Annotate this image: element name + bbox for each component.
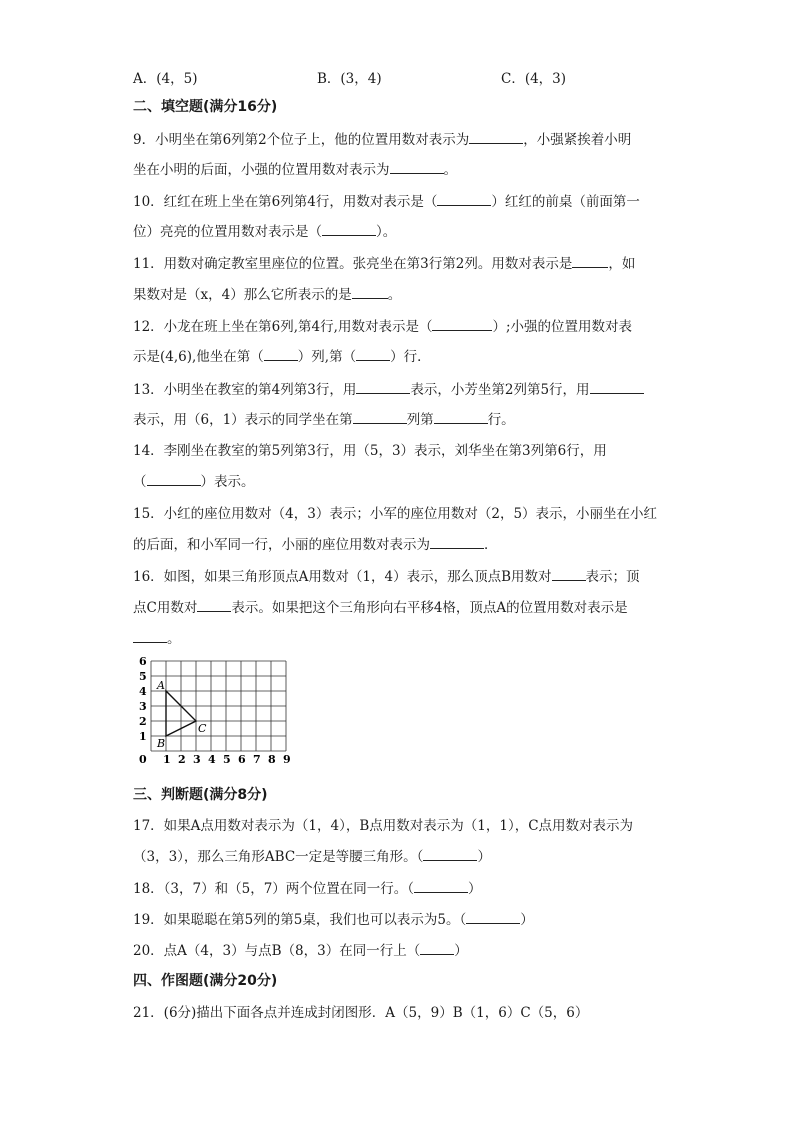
question-14-line-2: （ ）表示。	[133, 474, 255, 490]
y-tick-label: 2	[139, 715, 147, 728]
answer-blank[interactable]	[352, 285, 388, 299]
answer-blank[interactable]	[322, 222, 376, 236]
question-13-line-2: 表示，用（6，1）表示的同学坐在第 列第 行。	[133, 412, 515, 428]
question-19: 19．如果聪聪在第5列的第5桌，我们也可以表示为5。（ ）	[133, 912, 534, 928]
x-tick-label: 7	[253, 753, 261, 766]
question-9-line-1: 9．小明坐在第6列第2个位子上，他的位置用数对表示为 ，小强紧挨着小明	[133, 132, 632, 148]
question-17-line-2: （3，3），那么三角形ABC一定是等腰三角形。（ ）	[133, 849, 491, 865]
question-10-line-2: 位）亮亮的位置用数对表示是（ ）。	[133, 224, 397, 240]
answer-blank[interactable]	[430, 535, 484, 549]
answer-blank[interactable]	[197, 598, 231, 612]
question-16-line-2: 点C用数对 表示。如果把这个三角形向右平移4格，顶点A的位置用数对表示是	[133, 600, 628, 616]
answer-blank[interactable]	[423, 847, 477, 861]
coordinate-grid-figure	[133, 655, 293, 769]
y-tick-label: 4	[139, 685, 147, 698]
vertex-label-b: B	[157, 737, 166, 750]
answer-blank[interactable]	[432, 317, 492, 331]
answer-blank[interactable]	[133, 629, 167, 643]
y-tick-label: 6	[139, 655, 147, 668]
answer-blank[interactable]	[466, 910, 520, 924]
vertex-label-a: A	[157, 679, 165, 692]
question-11-line-1: 11．用数对确定教室里座位的位置。张亮坐在第3行第2列。用数对表示是 ，如	[133, 256, 636, 272]
answer-blank[interactable]	[552, 567, 586, 581]
x-tick-label: 0	[139, 753, 147, 766]
question-12-line-1: 12．小龙在班上坐在第6列,第4行,用数对表示是（ ）;小强的位置用数对表	[133, 319, 633, 335]
question-17-line-1: 17．如果A点用数对表示为（1，4），B点用数对表示为（1，1），C点用数对表示为	[133, 818, 634, 834]
y-tick-label: 3	[139, 700, 147, 713]
question-14-line-1: 14．李刚坐在教室的第5列第3行，用（5，3）表示，刘华坐在第3列第6行，用	[133, 443, 607, 459]
question-16-line-1: 16．如图，如果三角形顶点A用数对（1，4）表示，那么顶点B用数对 表示；顶	[133, 569, 640, 585]
x-tick-label: 6	[238, 753, 246, 766]
section-heading-fill-blank: 二、填空题(满分16分)	[133, 99, 278, 115]
answer-blank[interactable]	[356, 380, 410, 394]
question-12-line-2: 示是(4,6),他坐在第（ ）列,第（ ）行．	[133, 349, 431, 365]
answer-blank[interactable]	[147, 472, 201, 486]
answer-blank[interactable]	[264, 347, 298, 361]
question-10-line-1: 10．红红在班上坐在第6列第4行，用数对表示是（ ）红红的前桌（前面第一	[133, 194, 640, 210]
option-b: B．(3，4)	[317, 71, 382, 87]
answer-blank[interactable]	[390, 160, 444, 174]
answer-blank[interactable]	[590, 380, 644, 394]
answer-blank[interactable]	[414, 879, 468, 893]
question-15-line-1: 15．小红的座位用数对（4，3）表示；小军的座位用数对（2，5）表示，小丽坐在小红	[133, 506, 658, 522]
section-heading-drawing: 四、作图题(满分20分)	[133, 973, 278, 989]
x-tick-label: 2	[178, 753, 186, 766]
vertex-label-c: C	[198, 722, 207, 735]
question-9-line-2: 坐在小明的后面，小强的位置用数对表示为 。	[133, 162, 457, 178]
answer-blank[interactable]	[437, 192, 491, 206]
question-16-line-3: 。	[133, 629, 181, 648]
answer-blank[interactable]	[572, 254, 608, 268]
section-heading-judgement: 三、判断题(满分8分)	[133, 787, 268, 803]
x-tick-label: 1	[163, 753, 171, 766]
question-20: 20．点A（4，3）与点B（8，3）在同一行上（ ）	[133, 943, 468, 959]
x-tick-label: 3	[193, 753, 201, 766]
answer-blank[interactable]	[420, 941, 454, 955]
x-tick-label: 5	[223, 753, 231, 766]
x-tick-label: 4	[208, 753, 216, 766]
x-tick-label: 8	[268, 753, 276, 766]
y-tick-label: 1	[139, 730, 147, 743]
answer-blank[interactable]	[434, 410, 488, 424]
question-13-line-1: 13．小明坐在教室的第4列第3行，用 表示，小芳坐第2列第5行，用	[133, 380, 644, 399]
y-tick-label: 5	[139, 670, 147, 683]
question-18: 18．（3，7）和（5，7）两个位置在同一行。（ ）	[133, 881, 482, 897]
x-tick-label: 9	[283, 753, 291, 766]
option-a: A．(4，5)	[133, 71, 198, 87]
question-15-line-2: 的后面，和小军同一行，小丽的座位用数对表示为 ．	[133, 537, 498, 553]
answer-blank[interactable]	[469, 130, 523, 144]
answer-blank[interactable]	[353, 410, 407, 424]
question-21: 21．(6分)描出下面各点并连成封闭图形．A（5，9）B（1，6）C（5，6）	[133, 1005, 589, 1021]
question-11-line-2: 果数对是（x，4）那么它所表示的是 。	[133, 287, 402, 303]
option-c: C．(4，3)	[501, 71, 567, 87]
answer-blank[interactable]	[356, 347, 390, 361]
